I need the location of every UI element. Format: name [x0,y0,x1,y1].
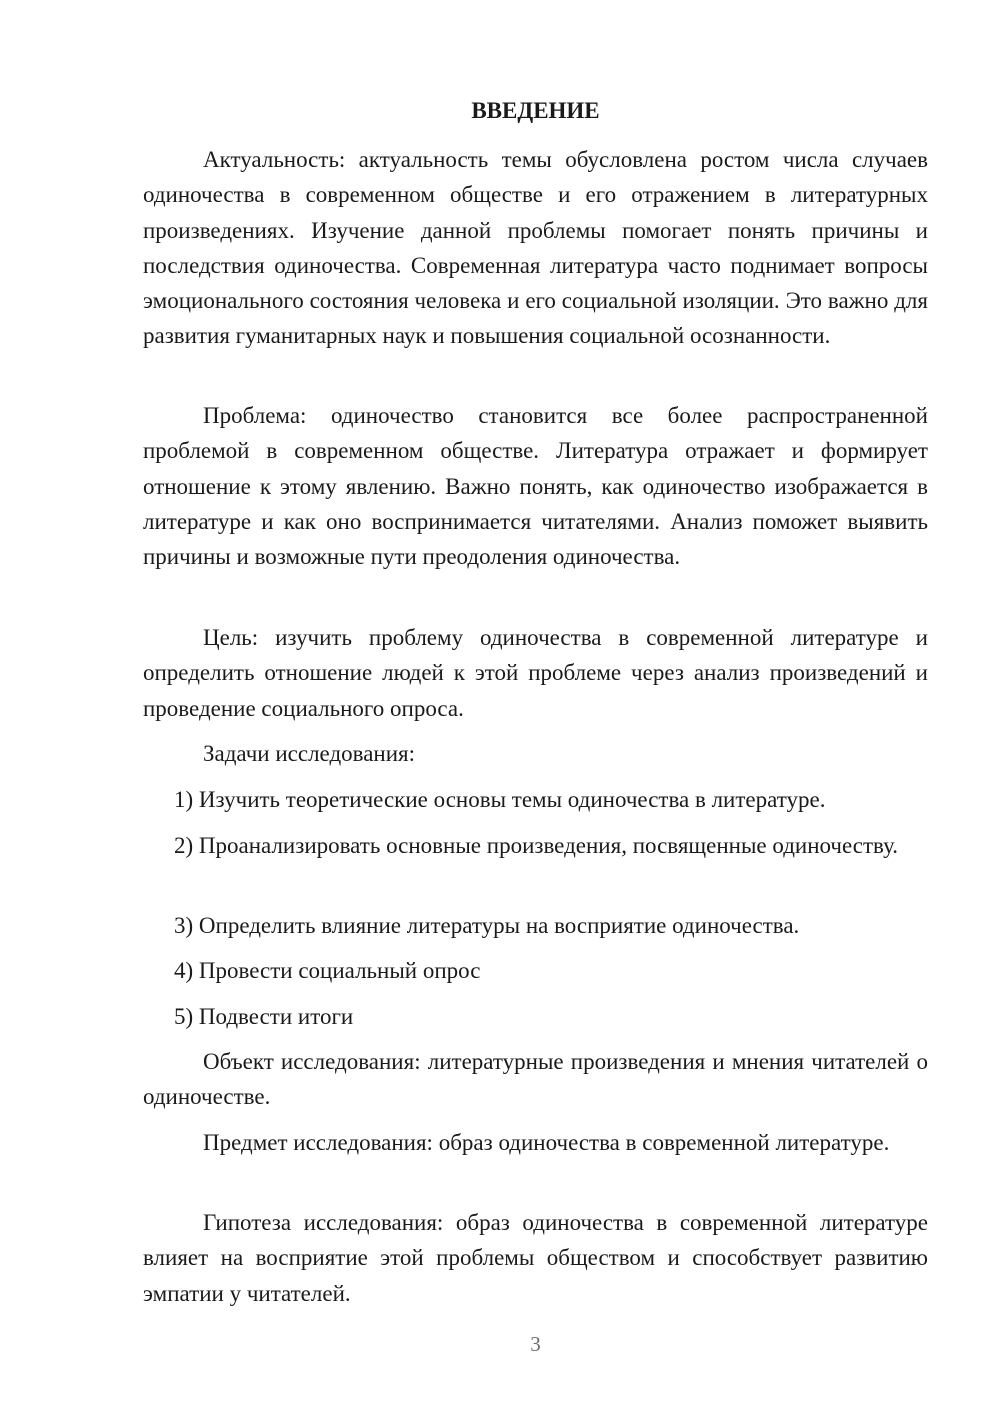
page-title: ВВЕДЕНИЕ [471,98,600,123]
task-item-5: 5) Подвести итоги [174,1004,354,1029]
task-item-2: 2) Проанализировать основные произведения, посвященные одиночеству. [174,833,899,858]
paragraph-relevance: Актуальность: актуальность темы обусловлена ростом числа случаев одиночества в современном обществе и его отражением в литературных произведениях. Изучение данной проблемы помогает понять причины и последствия одиночества. Современная литература часто поднимает вопросы эмоционального состояния человека и его социальной изоляции. Это важно для развития гуманитарных наук и повышения социальной осознанности. [143,147,928,349]
task-item-1: 1) Изучить теоретические основы темы одиночества в литературе. [174,787,826,812]
page-number: 3 [530,1332,541,1356]
paragraph-hypothesis: Гипотеза исследования: образ одиночества в современной литературе влияет на восприятие этой проблемы обществом и способствует развитию эмпатии у читателей. [143,1210,928,1306]
task-item-3: 3) Определить влияние литературы на восприятие одиночества. [174,913,800,938]
task-item-4: 4) Провести социальный опрос [174,958,481,983]
paragraph-goal: Цель: изучить проблему одиночества в современной литературе и определить отношение людей к этой проблеме через анализ произведений и проведение социального опроса. [143,625,928,721]
paragraph-problem: Проблема: одиночество становится все более распространенной проблемой в современном обществе. Литература отражает и формирует отношение к этому явлению. Важно понять, как одиночество изображается в литературе и как оно воспринимается читателями. Анализ поможет выявить причины и возможные пути преодоления одиночества. [143,403,928,570]
paragraph-subject: Предмет исследования: образ одиночества в современной литературе. [203,1130,890,1155]
paragraph-object: Объект исследования: литературные произведения и мнения читателей о одиночестве. [143,1049,928,1110]
tasks-title: Задачи исследования: [203,741,416,766]
